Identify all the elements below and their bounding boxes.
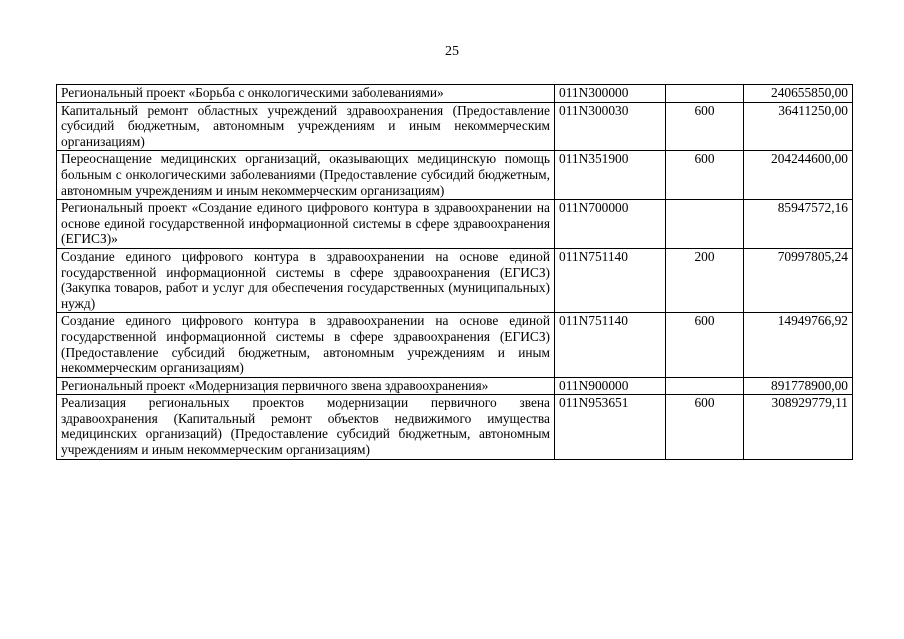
- item-name-cell: Региональный проект «Борьба с онкологическими заболеваниями»: [57, 85, 555, 103]
- target-code-cell: 011N751140: [555, 313, 666, 377]
- target-code-cell: 011N751140: [555, 248, 666, 312]
- amount-cell: 14949766,92: [744, 313, 853, 377]
- table-row: [57, 248, 853, 312]
- amount-cell: 891778900,00: [744, 377, 853, 395]
- amount-cell: 240655850,00: [744, 85, 853, 103]
- item-name-cell: Региональный проект «Модернизация первичного звена здравоохранения»: [57, 377, 555, 395]
- target-code-cell: 011N300030: [555, 102, 666, 151]
- amount-cell: 204244600,00: [744, 151, 853, 200]
- amount-cell: 70997805,24: [744, 248, 853, 312]
- expense-type-cell: 600: [666, 102, 744, 151]
- expense-type-cell: [666, 85, 744, 103]
- table-row: [57, 313, 853, 377]
- item-name-cell: Реализация региональных проектов модернизации первичного звена здравоохранения (Капитальный ремонт объектов недвижимого имущества медицинских организаций) (Предоставление субсидий бюджетным, автономным учреждениям и иным некоммерческим организациям): [57, 395, 555, 459]
- expense-type-cell: 600: [666, 395, 744, 459]
- item-name-cell: Создание единого цифрового контура в здравоохранении на основе единой государственной информационной системы в сфере здравоохранения (ЕГИСЗ) (Закупка товаров, работ и услуг для обеспечения государственных (муниципальных) нужд): [57, 248, 555, 312]
- budget-table-body: [57, 85, 853, 460]
- item-name-cell: Региональный проект «Создание единого цифрового контура в здравоохранении на основе единой государственной информационной системы в сфере здравоохранения (ЕГИСЗ)»: [57, 200, 555, 249]
- target-code-cell: 011N300000: [555, 85, 666, 103]
- page-number: 25: [445, 44, 459, 59]
- table-row: [57, 200, 853, 249]
- expense-type-cell: [666, 377, 744, 395]
- table-row: [57, 85, 853, 103]
- item-name-cell: Переоснащение медицинских организаций, оказывающих медицинскую помощь больным с онкологическими заболеваниями (Предоставление субсидий бюджетным, автономным учреждениям и иным некоммерческим организациям): [57, 151, 555, 200]
- table-row: [57, 102, 853, 151]
- table-row: [57, 151, 853, 200]
- amount-cell: 36411250,00: [744, 102, 853, 151]
- item-name-cell: Капитальный ремонт областных учреждений здравоохранения (Предоставление субсидий бюджетным, автономным учреждениям и иным некоммерческим организациям): [57, 102, 555, 151]
- expense-type-cell: 200: [666, 248, 744, 312]
- amount-cell: 308929779,11: [744, 395, 853, 459]
- target-code-cell: 011N900000: [555, 377, 666, 395]
- target-code-cell: 011N351900: [555, 151, 666, 200]
- table-row: [57, 395, 853, 459]
- amount-cell: 85947572,16: [744, 200, 853, 249]
- expense-type-cell: 600: [666, 313, 744, 377]
- target-code-cell: 011N700000: [555, 200, 666, 249]
- expense-type-cell: 600: [666, 151, 744, 200]
- expense-type-cell: [666, 200, 744, 249]
- table-row: [57, 377, 853, 395]
- item-name-cell: Создание единого цифрового контура в здравоохранении на основе единой государственной информационной системы в сфере здравоохранения (ЕГИСЗ) (Предоставление субсидий бюджетным, автономным учреждениям и иным некоммерческим организациям): [57, 313, 555, 377]
- target-code-cell: 011N953651: [555, 395, 666, 459]
- budget-table: [56, 84, 853, 460]
